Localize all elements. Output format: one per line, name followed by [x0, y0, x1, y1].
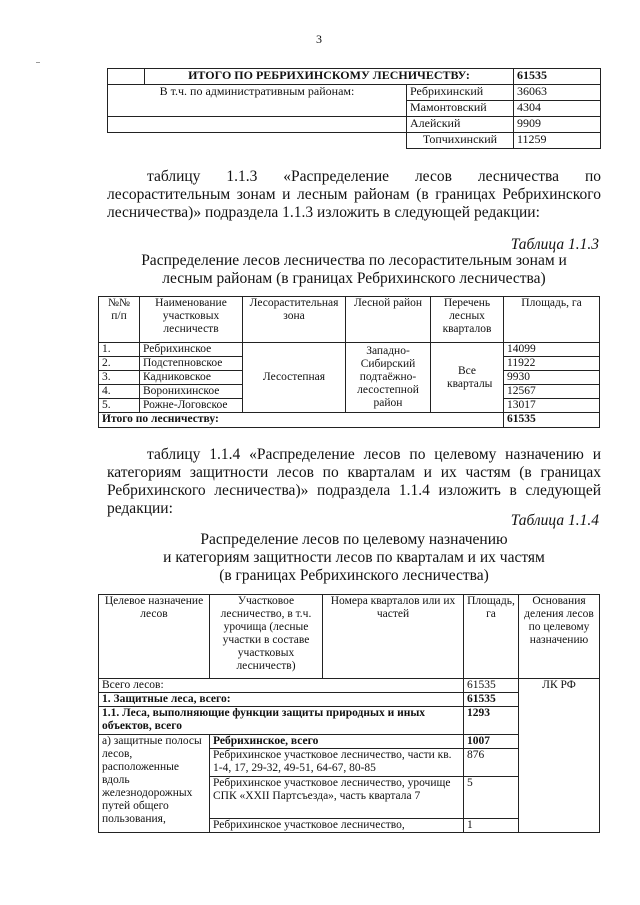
header-area: Площадь, га [464, 595, 519, 679]
row-number: 1. [99, 343, 140, 357]
title-line: Распределение лесов по целевому назначению [200, 531, 508, 548]
zone-cell: Лесостепная [243, 343, 346, 413]
header-area: Площадь, га [504, 297, 600, 343]
forestry-row-value: 1007 [464, 735, 519, 749]
row-name: Кадниковское [140, 371, 243, 385]
row-name: Рожне-Логовское [140, 399, 243, 413]
header-quarter-numbers: Номера кварталов или их частей [323, 595, 464, 679]
row-name: Воронихинское [140, 385, 243, 399]
row-area: 14099 [504, 343, 600, 357]
row-name: Подстепновское [140, 357, 243, 371]
natural-protection-value: 1293 [464, 707, 519, 735]
paragraph-table-114 [107, 446, 601, 518]
table-113-total-value: 61535 [504, 413, 600, 428]
forestry-row: Ребрихинское участковое лесничество, части кв. 1-4, 17, 29-32, 49-51, 64-67, 80-85 [210, 749, 464, 777]
row-number: 2. [99, 357, 140, 371]
district-value: 4304 [514, 101, 601, 117]
forestry-row: Ребрихинское участковое лесничество, [210, 819, 464, 833]
quarters-cell [431, 343, 504, 413]
table-113-caption: Таблица 1.1.3 [510, 236, 599, 253]
page-number: 3 [316, 32, 322, 46]
header-region: Лесной район [346, 297, 431, 343]
quarters-text: Все кварталы [447, 364, 493, 390]
paragraph-table-113 [107, 168, 601, 222]
district-name: Алейский [407, 117, 514, 133]
district-name: Ребрихинский [407, 85, 514, 101]
paragraph-text: таблицу 1.1.3 «Распределение лесов лесничества по лесорастительным зонам и лесным районам (в границах Ребрихинского лесничества)» подраздела 1.1.3 изложить в следующей редакции: [107, 168, 601, 221]
district-name: Топчихинский [407, 133, 514, 149]
table-114-title [116, 531, 592, 585]
header-forestry: Участковое лесничество, в т.ч. урочища (лесные участки в составе участковых лесничеств) [210, 595, 323, 679]
row-name: Ребрихинское [140, 343, 243, 357]
forestry-row-value: 5 [464, 777, 519, 819]
row-area: 11922 [504, 357, 600, 371]
table-114-caption: Таблица 1.1.4 [510, 512, 599, 529]
row-number: 4. [99, 385, 140, 399]
district-value: 11259 [514, 133, 601, 149]
district-name: Мамонтовский [407, 101, 514, 117]
table-114 [98, 594, 600, 833]
row-area: 9930 [504, 371, 600, 385]
paragraph-text: таблицу 1.1.4 «Распределение лесов по целевому назначению и категориям защитности лесов по кварталам и их частям (в границах Ребрихинского лесничества)» подраздела 1.1.4 изложить в следующей редакции: [107, 446, 601, 517]
table-113 [98, 296, 600, 428]
forestry-row: Ребрихинское, всего [210, 735, 464, 749]
district-value: 36063 [514, 85, 601, 101]
row-number: 3. [99, 371, 140, 385]
natural-protection-label: 1.1. Леса, выполняющие функции защиты природных и иных объектов, всего [99, 707, 464, 735]
header-zone: Лесорастительная зона [243, 297, 346, 343]
district-value: 9909 [514, 117, 601, 133]
protective-label: 1. Защитные леса, всего: [99, 693, 464, 707]
row-number: 5. [99, 399, 140, 413]
table-113-total-label: Итого по лесничеству: [99, 413, 504, 428]
district-summary-table [107, 68, 601, 149]
title-line: и категориям защитности лесов по кварталам и их частям [163, 549, 545, 566]
basis-cell: ЛК РФ [519, 679, 600, 833]
header-number: №№ п/п [99, 297, 140, 343]
admin-districts-label: В т.ч. по административным районам: [108, 85, 407, 101]
table-113-title: Распределение лесов лесничества по лесорастительным зонам и лесным районам (в границах Ребрихинского лесничества) [141, 252, 567, 287]
total-value: 61535 [514, 69, 601, 85]
category-cell: а) защитные полосы лесов, расположенные вдоль железнодорожных путей общего пользования, [99, 735, 210, 833]
row-area: 13017 [504, 399, 600, 413]
protective-value: 61535 [464, 693, 519, 707]
forestry-row-value: 1 [464, 819, 519, 833]
forestry-row-value: 876 [464, 749, 519, 777]
row-area: 12567 [504, 385, 600, 399]
total-label: ИТОГО ПО РЕБРИХИНСКОМУ ЛЕСНИЧЕСТВУ: [145, 69, 514, 85]
forestry-row: Ребрихинское участковое лесничество, урочище СПК «XXII Партсъезда», часть квартала 7 [210, 777, 464, 819]
all-forests-label: Всего лесов: [99, 679, 464, 693]
all-forests-value: 61535 [464, 679, 519, 693]
header-quarters: Перечень лесных кварталов [431, 297, 504, 343]
margin-mark [36, 62, 40, 63]
title-line: (в границах Ребрихинского лесничества) [219, 567, 489, 584]
region-cell: Западно-Сибирский подтаёжно-лесостепной район [346, 343, 431, 413]
header-purpose: Целевое назначение лесов [99, 595, 210, 679]
header-forestry-name: Наименование участковых лесничеств [140, 297, 243, 343]
header-basis: Основания деления лесов по целевому назначению [519, 595, 600, 679]
